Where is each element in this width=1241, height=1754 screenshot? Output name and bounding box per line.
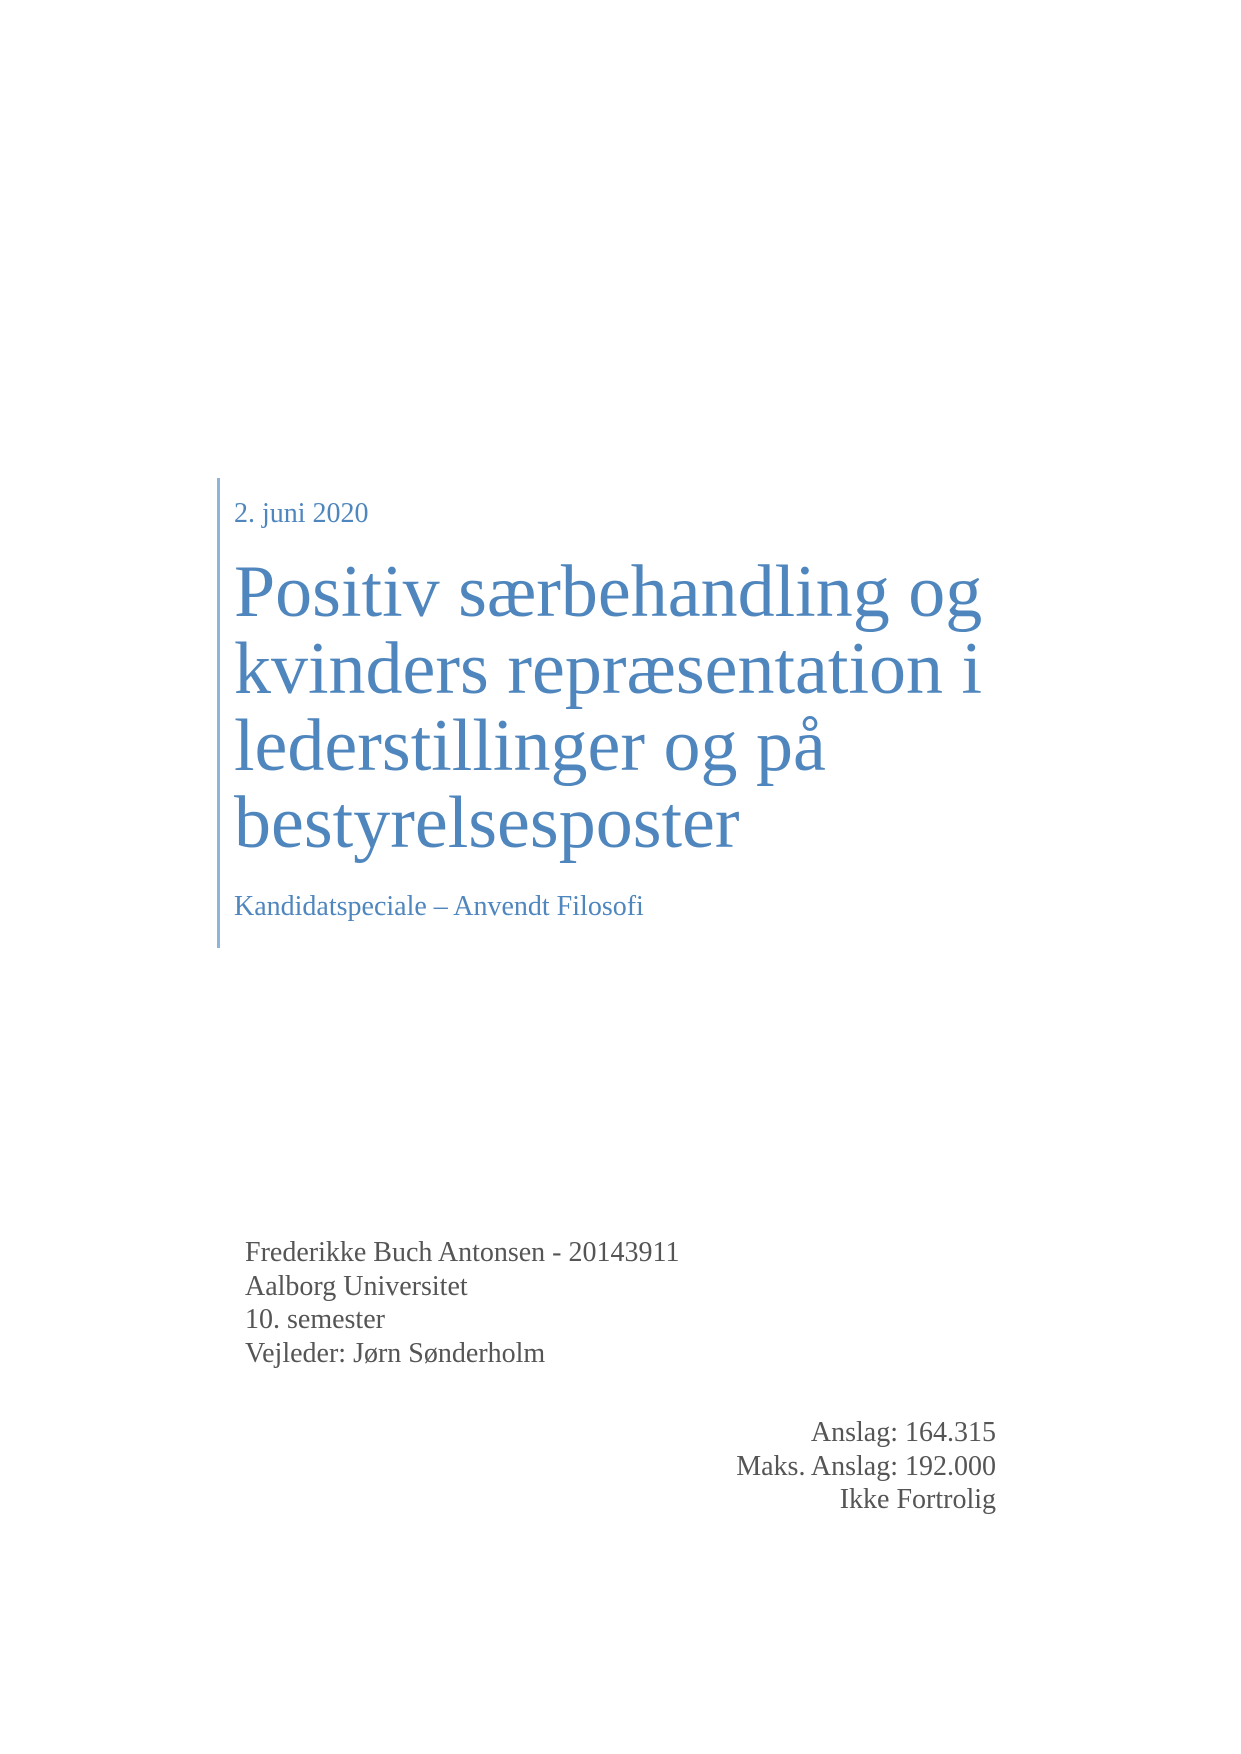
cover-subtitle: Kandidatspeciale – Anvendt Filosofi [234,891,644,922]
max-character-count: Maks. Anslag: 192.000 [736,1450,996,1482]
confidentiality-status: Ikke Fortrolig [839,1484,996,1515]
cover-title-block [217,478,1017,948]
university: Aalborg Universitet [245,1270,468,1302]
character-count: Anslag: 164.315 [810,1417,996,1448]
cover-title: Positiv særbehandling og kvinders repræsentation i lederstillinger og på bestyrelsesposter [234,551,983,864]
supervisor: Vejleder: Jørn Sønderholm [245,1337,546,1369]
cover-date: 2. juni 2020 [234,498,369,529]
semester: 10. semester [245,1304,385,1335]
author-name: Frederikke Buch Antonsen - 20143911 [245,1237,680,1268]
author-info [245,1236,679,1370]
thesis-meta [736,1416,996,1517]
